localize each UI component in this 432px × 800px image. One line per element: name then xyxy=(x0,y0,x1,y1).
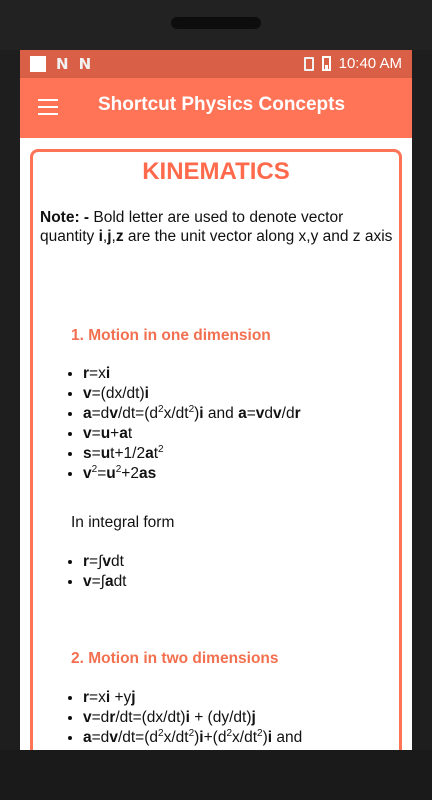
formula-item: • r=xi +yj xyxy=(83,688,383,708)
note-paragraph xyxy=(40,208,395,246)
section1-formula-list xyxy=(69,364,383,484)
formula-item: • r=∫vdt xyxy=(83,552,383,572)
topic-card xyxy=(30,149,402,750)
note-label: Note: - xyxy=(40,209,90,226)
status-bar xyxy=(20,50,412,78)
section2-formula-list xyxy=(69,688,383,748)
no-sim-icon xyxy=(304,57,314,71)
topic-heading: KINEMATICS xyxy=(142,158,290,185)
n-icon: N xyxy=(56,55,69,73)
section-title-1: 1. Motion in one dimension xyxy=(71,327,271,344)
phone-screen xyxy=(20,50,412,750)
integral-form-label: In integral form xyxy=(71,514,175,531)
section-title-2: 2. Motion in two dimensions xyxy=(71,650,279,667)
hamburger-menu-icon[interactable] xyxy=(38,99,58,115)
note-text: Bold letter are used to denote vector quantity i,j,z are the unit vector along x,y and z axis xyxy=(40,209,393,245)
formula-item: • $v^2=u^2+2as$ xyxy=(83,464,383,484)
formula-item: • v=u+at xyxy=(83,424,383,444)
formula-item: • v=(dx/dt)i xyxy=(83,384,383,404)
square-icon xyxy=(30,56,46,72)
system-icons xyxy=(304,55,402,72)
content-scroll-area[interactable] xyxy=(20,138,412,750)
device-bottom-bezel xyxy=(0,750,432,800)
clock: 10:40 AM xyxy=(338,55,402,72)
notification-icons xyxy=(30,55,91,73)
formula-item: • v=dr/dt=(dx/dt)i + (dy/dt)j xyxy=(83,708,383,728)
formula-item: • $a=dv/dt=(d^2x/dt^2)i+(d^2x/dt^2)i$ and xyxy=(83,728,383,748)
integral-formula-list xyxy=(69,552,383,592)
app-bar xyxy=(20,78,412,138)
app-title: Shortcut Physics Concepts xyxy=(98,94,346,115)
formula-item: • r=xi xyxy=(83,364,383,384)
formula-item: • $s=ut+1/2at^2$ xyxy=(83,444,383,464)
n-icon: N xyxy=(78,55,92,73)
speaker-grille xyxy=(171,17,261,29)
device-top-bezel xyxy=(0,0,432,50)
formula-item: • v=∫adt xyxy=(83,572,383,592)
battery-icon xyxy=(322,56,331,71)
formula-item: • $a=dv/dt=(d^2x/dt^2)i$ and a=vdv/dr xyxy=(83,404,383,424)
